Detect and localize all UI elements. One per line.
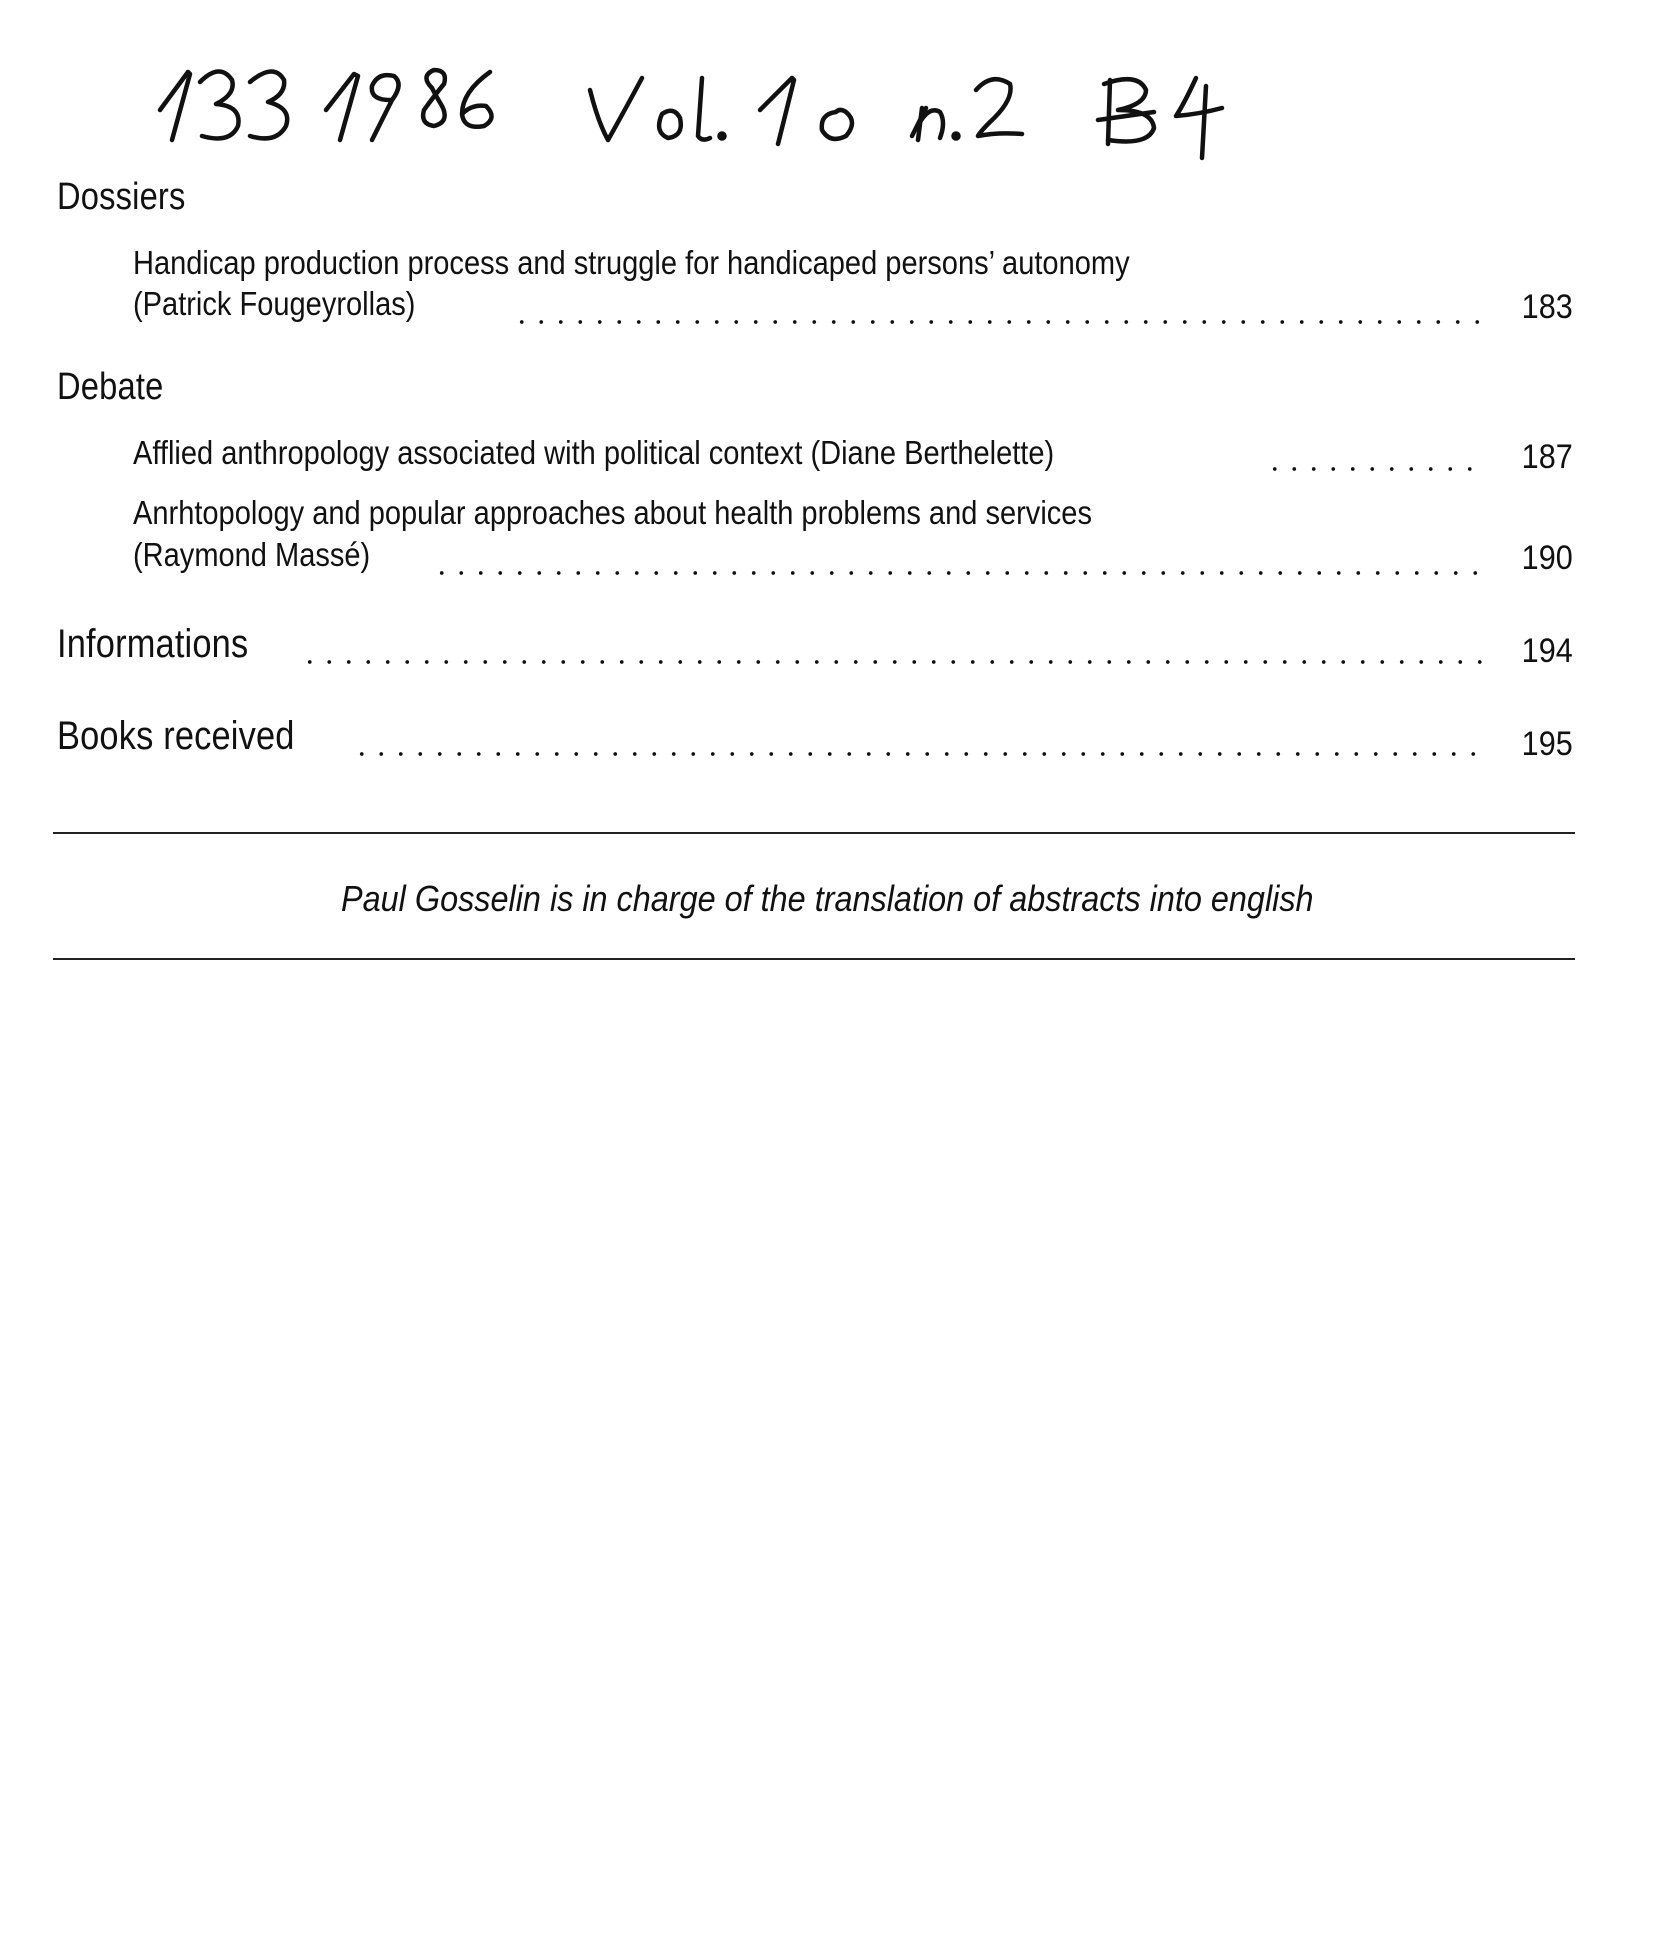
leader-dots <box>512 320 1487 324</box>
heading-informations: Informations <box>57 622 249 666</box>
entry-author-line: (Raymond Massé) <box>133 536 371 573</box>
leader-dots <box>300 660 1487 664</box>
heading-dossiers: Dossiers <box>57 176 186 218</box>
entry-author-line: (Patrick Fougeyrollas) <box>133 285 416 322</box>
heading-debate: Debate <box>57 366 164 408</box>
handwritten-note-drawing <box>150 52 1350 162</box>
page-number: 194 <box>1521 632 1573 670</box>
entry-title-line: Anrhtopology and popular approaches about health problems and services <box>133 494 1092 531</box>
leader-dots <box>432 571 1487 575</box>
translation-credit <box>0 878 1655 920</box>
page-number: 187 <box>1521 438 1573 476</box>
handwritten-note-text: 133 1986 Vol. 10 n. 2 B 4 <box>150 52 162 53</box>
translation-credit-text: Paul Gosselin is in charge of the translation of abstracts into english <box>341 878 1314 919</box>
horizontal-rule <box>53 832 1575 834</box>
page-number: 190 <box>1521 539 1573 577</box>
leader-dots <box>1265 467 1487 471</box>
heading-books-received: Books received <box>57 714 295 758</box>
page-number: 183 <box>1521 288 1573 326</box>
page-number: 195 <box>1521 725 1573 763</box>
entry-title-line: Afflied anthropology associated with political context (Diane Berthelette) <box>133 434 1055 471</box>
entry-title-line: Handicap production process and struggle for handicaped persons’ autonomy <box>133 244 1130 281</box>
horizontal-rule <box>53 958 1575 960</box>
leader-dots <box>352 752 1487 756</box>
handwritten-annotation <box>150 52 1350 162</box>
